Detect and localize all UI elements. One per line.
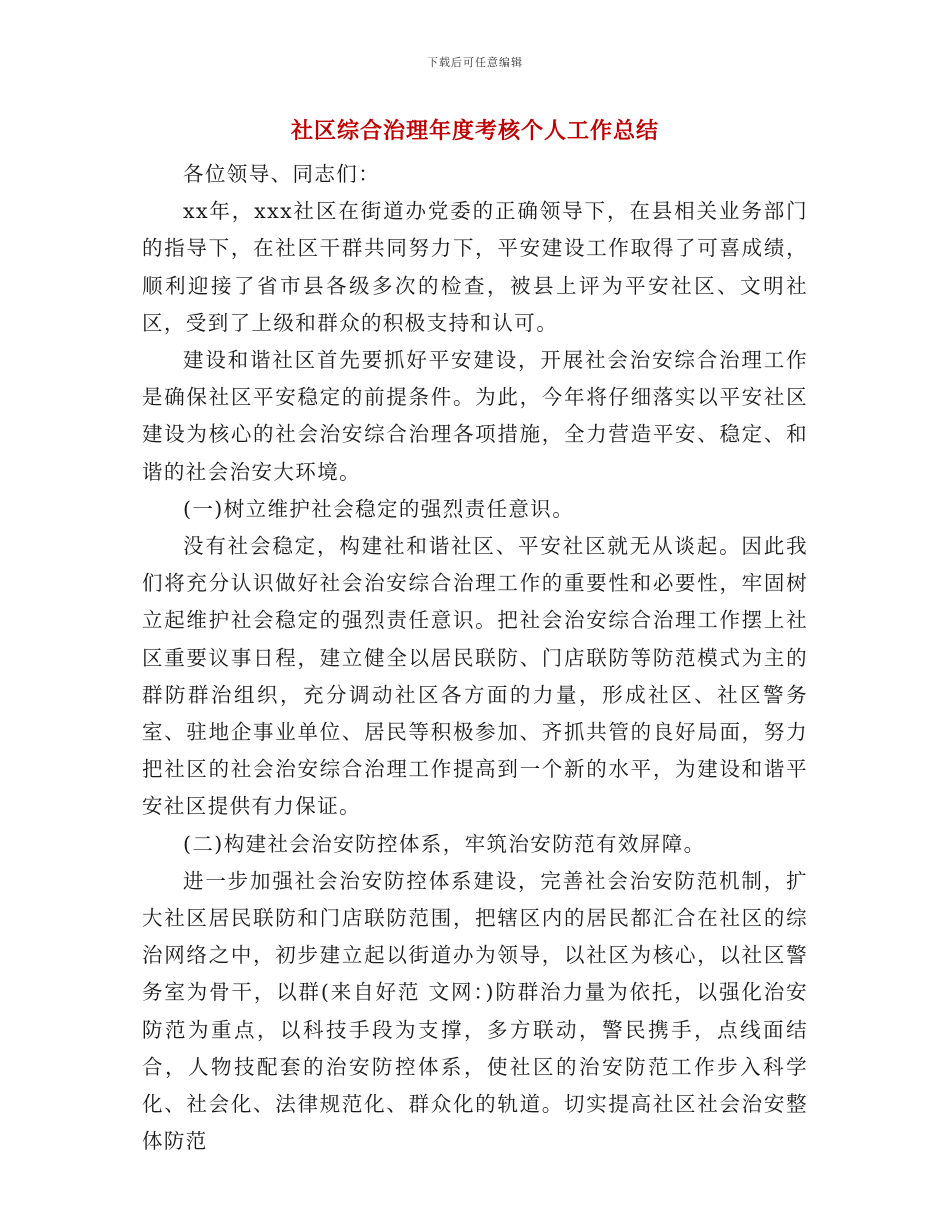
paragraph-section-2: 进一步加强社会治安防控体系建设，完善社会治安防范机制，扩大社区居民联防和门店联防范围，把辖区内的居民都汇合在社区的综治网络之中，初步建立起以街道办为领导，以社区为核心，以社区警务室为骨干，以群(来自好范 文网：)防群治力量为依托，以强化治安防范为重点，以科技手段为支撑，多方联动，警民携手，点线面结合，人物技配套的治安防控体系，使社区的治安防范工作步入科学化、社会化、法律规范化、群众化的轨道。切实提高社区社会治安整体防范 <box>142 868 808 1154</box>
section-heading-1: (一)树立维护社会稳定的强烈责任意识。 <box>183 496 575 521</box>
paragraph-purpose: 建设和谐社区首先要抓好平安建设，开展社会治安综合治理工作是确保社区平安稳定的前提条件。为此，今年将仔细落实以平安社区建设为核心的社会治安综合治理各项措施，全力营造平安、稳定、和谐的社会治安大环境。 <box>142 348 808 484</box>
paragraph-section-1: 没有社会稳定，构建社和谐社区、平安社区就无从谈起。因此我们将充分认识做好社会治安综合治理工作的重要性和必要性，牢固树立起维护社会稳定的强烈责任意识。把社会治安综合治理工作摆上社区重要议事日程，建立健全以居民联防、门店联防等防范模式为主的群防群治组织，充分调动社区各方面的力量，形成社区、社区警务室、驻地企事业单位、居民等积极参加、齐抓共管的良好局面，努力把社区的社会治安综合治理工作提高到一个新的水平，为建设和谐平安社区提供有力保证。 <box>142 534 808 819</box>
paragraph-greeting: 各位领导、同志们： <box>183 162 381 186</box>
document-body <box>142 156 808 1160</box>
paragraph-intro: xx年，xxx社区在街道办党委的正确领导下，在县相关业务部门的指导下，在社区干群共同努力下，平安建设工作取得了可喜成绩，顺利迎接了省市县各级多次的检查，被县上评为平安社区、文明社区，受到了上级和群众的积极支持和认可。 <box>142 199 808 335</box>
document-title: 社区综合治理年度考核个人工作总结 <box>290 118 659 144</box>
header-note: 下载后可任意编辑 <box>427 56 523 69</box>
section-heading-2: (二)构建社会治安防控体系，牢筑治安防范有效屏障。 <box>183 831 706 856</box>
